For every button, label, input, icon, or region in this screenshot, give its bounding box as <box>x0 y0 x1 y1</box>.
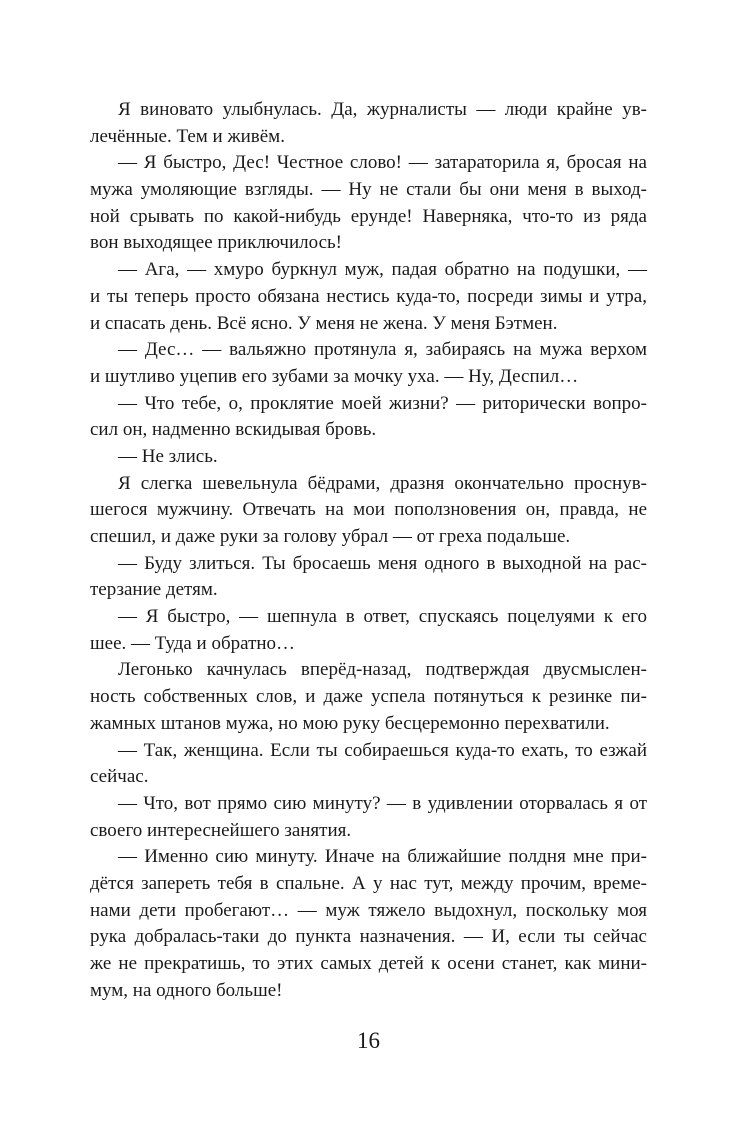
text-line: рука добралась-таки до пункта назначения. — И, если ты сейчас <box>90 926 647 948</box>
text-line: — Я быстро, — шепнула в ответ, спускаясь поцелуями к его <box>118 606 647 628</box>
text-line: — Буду злиться. Ты бросаешь меня одного в выходной на рас- <box>118 552 647 574</box>
page-number: 16 <box>357 1028 380 1053</box>
text-line: — Так, женщина. Если ты собираешься куда-то ехать, то езжай <box>118 739 647 761</box>
text-line: же не прекратишь, то этих самых детей к осени станет, как мини- <box>90 953 647 974</box>
text-line: — Я быстро, Дес! Честное слово! — затараторила я, бросая на <box>118 152 647 174</box>
text-line: и спасать день. Всё ясно. У меня не жена. У меня Бэтмен. <box>90 312 558 334</box>
text-line: шее. — Туда и обратно… <box>90 632 296 654</box>
text-line: — Что, вот прямо сию минуту? — в удивлении оторвалась я от <box>118 792 647 814</box>
text-line: мум, на одного больше! <box>90 979 283 1001</box>
text-line: дётся запереть тебя в спальне. А у нас тут, между прочим, време- <box>90 872 647 894</box>
text-line: жамных штанов мужа, но мою руку бесцеремонно перехватили. <box>90 712 610 734</box>
text-line: и ты теперь просто обязана нестись куда-то, посреди зимы и утра, <box>90 285 647 307</box>
text-line: — Не злись. <box>118 445 218 467</box>
text-line: и шутливо уцепив его зубами за мочку уха. — Ну, Деспил… <box>90 365 579 387</box>
text-line: — Именно сию минуту. Иначе на ближайшие полдня мне при- <box>118 846 647 868</box>
text-line: сил он, надменно вскидывая бровь. <box>90 419 377 441</box>
text-line: ность собственных слов, и даже успела потянуться к резинке пи- <box>90 686 647 708</box>
text-line: терзание детям. <box>90 579 218 601</box>
text-line: — Ага, — хмуро буркнул муж, падая обратно на подушки, — <box>118 259 647 281</box>
text-line: — Дес… — вальяжно протянула я, забираясь на мужа верхом <box>118 339 647 361</box>
text-line: Я слегка шевельнула бёдрами, дразня окончательно проснув- <box>118 472 647 494</box>
text-line: лечённые. Тем и живём. <box>90 125 285 147</box>
text-line: — Что тебе, о, проклятие моей жизни? — риторически вопро- <box>118 392 647 414</box>
text-line: шегося мужчину. Отвечать на мои поползновения он, правда, не <box>90 499 647 521</box>
text-line: нами дети пробегают… — муж тяжело выдохнул, поскольку моя <box>90 899 647 921</box>
text-line: спешил, и даже руки за голову убрал — от греха подальше. <box>90 526 571 547</box>
page-text <box>90 97 647 1004</box>
text-line: сейчас. <box>90 766 149 788</box>
text-line: вон выходящее приключилось! <box>90 232 343 254</box>
text-line: ной срывать по какой-нибудь ерунде! Наверняка, что-то из ряда <box>90 205 647 227</box>
text-line: Легонько качнулась вперёд-назад, подтверждая двусмыслен- <box>118 659 647 681</box>
text-line: Я виновато улыбнулась. Да, журналисты — люди крайне ув- <box>118 99 647 120</box>
text-line: мужа умоляющие взгляды. — Ну не стали бы они меня в выход- <box>90 179 647 201</box>
text-line: своего интереснейшего занятия. <box>90 819 352 841</box>
